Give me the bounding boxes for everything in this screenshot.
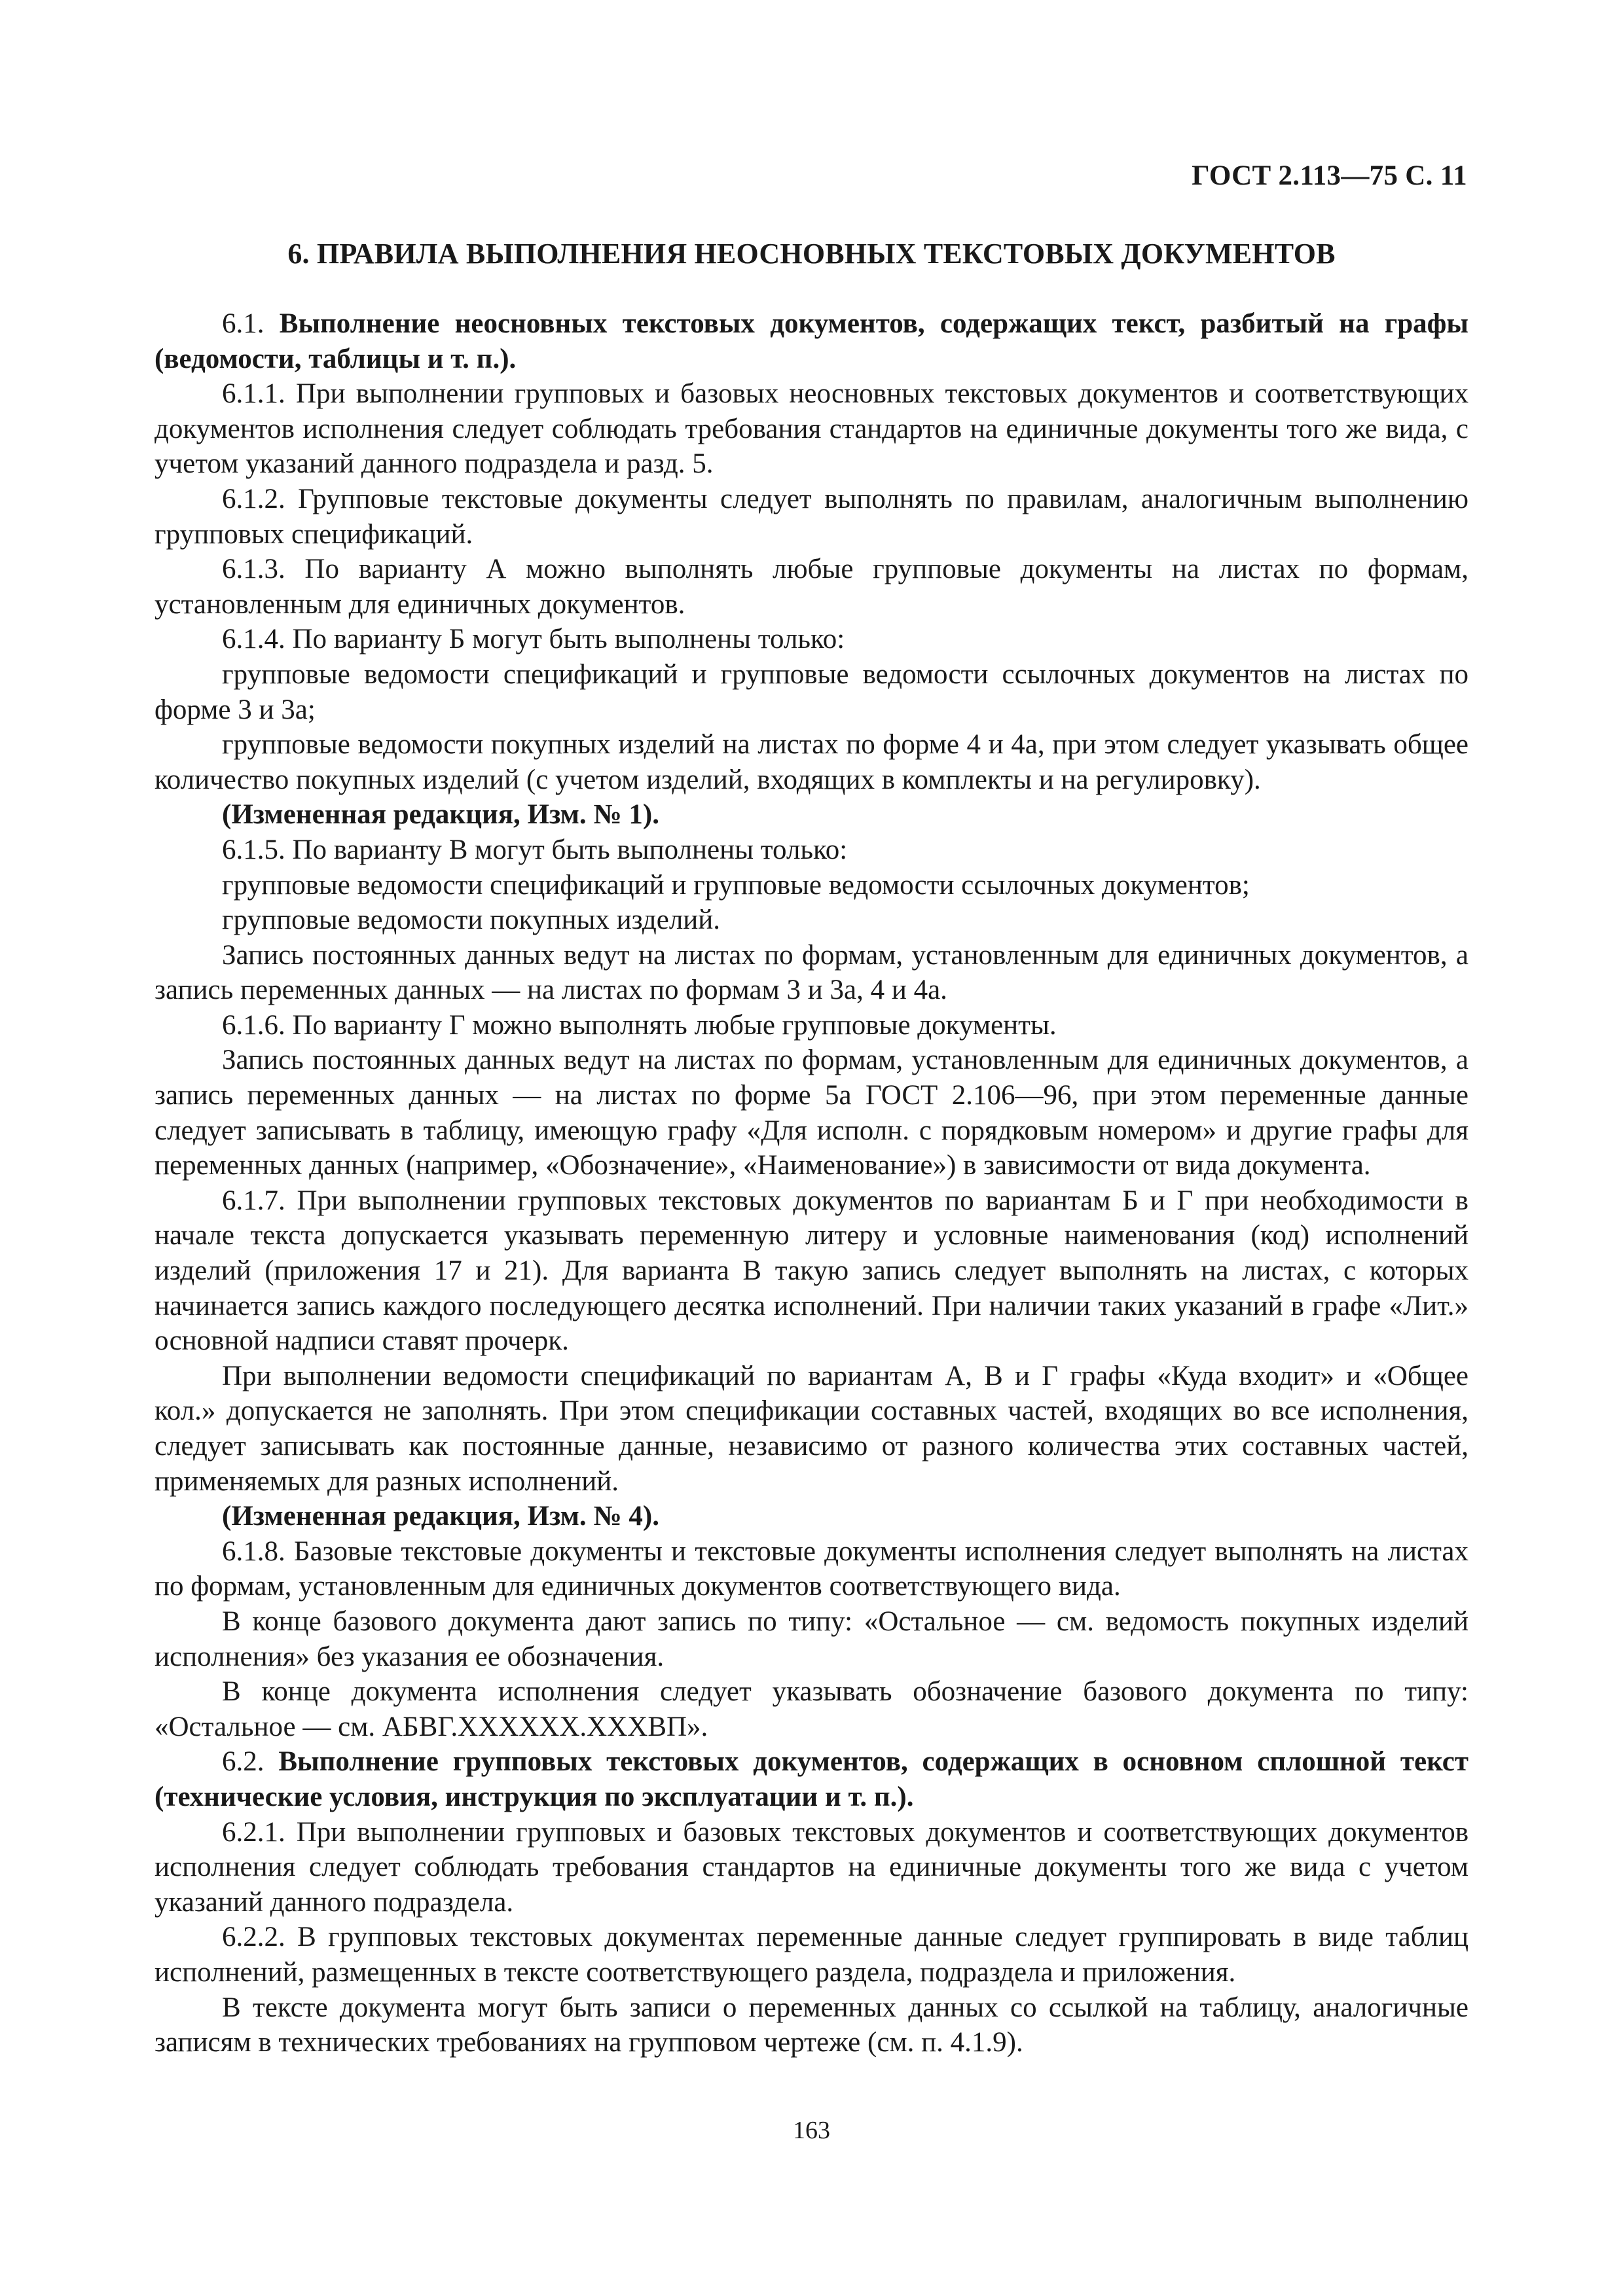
- paragraph-6-1-1: 6.1.1. При выполнении групповых и базовых неосновных текстовых документов и соответствующих документов исполнения следует соблюдать требования стандартов на единичные документы того же вида, с учетом указаний данного подраздела и разд. 5.: [155, 378, 1468, 480]
- paragraph: При выполнении ведомости спецификаций по вариантам А, В и Г графы «Куда входит» и «Общее кол.» допускается не заполнять. При этом спецификации составных частей, входящих во все исполнения, следует записывать как постоянные данные, независимо от разного количества этих составных частей, применяемых для разных исполнений.: [155, 1360, 1468, 1497]
- paragraph-list-item: групповые ведомости покупных изделий.: [222, 905, 721, 936]
- amendment-note: [155, 797, 1468, 833]
- paragraph-6-1-5: 6.1.5. По варианту В могут быть выполнены только:: [222, 834, 848, 865]
- paragraph-6-1-7: 6.1.7. При выполнении групповых текстовых документов по вариантам Б и Г при необходимости в начале текста допускается указывать переменную литеру и условные наименования (код) исполнений изделий (приложения 17 и 21). Для варианта В такую запись следует выполнять на листах, с которых начинается запись каждого последующего десятка исполнений. При наличии таких указаний в графе «Лит.» основной надписи ставят прочерк.: [155, 1185, 1468, 1357]
- amendment-note: [155, 1499, 1468, 1534]
- paragraph-6-2-2: 6.2.2. В групповых текстовых документах переменные данные следует группировать в виде таблиц исполнений, размещенных в тексте соответствующего раздела, подраздела и приложения.: [155, 1922, 1468, 1988]
- paragraph-6-1-8: 6.1.8. Базовые текстовые документы и текстовые документы исполнения следует выполнять на листах по формам, установленным для единичных документов соответствующего вида.: [155, 1535, 1468, 1602]
- section-title: 6. ПРАВИЛА ВЫПОЛНЕНИЯ НЕОСНОВНЫХ ТЕКСТОВЫХ ДОКУМЕНТОВ: [287, 238, 1336, 270]
- paragraph-6-1-3: 6.1.3. По варианту А можно выполнять любые групповые документы на листах по формам, установленным для единичных документов.: [155, 554, 1468, 620]
- paragraph-number: 6.2.: [222, 1746, 279, 1778]
- paragraph-6-2-1: 6.2.1. При выполнении групповых и базовых текстовых документов и соответствующих документов исполнения следует соблюдать требования стандартов на единичные документы того же вида с учетом указаний данного подраздела.: [155, 1816, 1468, 1918]
- paragraph-heading: Выполнение неосновных текстовых документов, содержащих текст, разбитый на графы (ведомости, таблицы и т. п.).: [155, 308, 1469, 374]
- paragraph: Запись постоянных данных ведут на листах по формам, установленным для единичных документов, а запись переменных данных — на листах по форме 5а ГОСТ 2.106—96, при этом переменные данные следует записывать в таблицу, имеющую графу «Для исполн. с порядковым номером» и другие графы для переменных данных (например, «Обозначение», «Наименование») в зависимости от вида документа.: [155, 1045, 1468, 1181]
- amendment-note-text: (Измененная редакция, Изм. № 4).: [222, 1501, 659, 1532]
- paragraph-6-2: [155, 1744, 1468, 1814]
- paragraph-number: 6.1.: [222, 308, 280, 339]
- paragraph: В конце документа исполнения следует указывать обозначение базового документа по типу: «Остальное — см. АБВГ.XXXXXX.XXXВП».: [155, 1676, 1468, 1742]
- document-reference-header: ГОСТ 2.113—75 С. 11: [1192, 160, 1467, 191]
- paragraph: Запись постоянных данных ведут на листах по формам, установленным для единичных документов, а запись переменных данных — на листах по формам 3 и 3а, 4 и 4а.: [155, 939, 1468, 1006]
- paragraph-6-1: [155, 306, 1468, 376]
- paragraph-6-1-2: 6.1.2. Групповые текстовые документы следует выполнять по правилам, аналогичным выполнению групповых спецификаций.: [155, 483, 1468, 550]
- paragraph: В тексте документа могут быть записи о переменных данных со ссылкой на таблицу, аналогичные записям в технических требованиях на групповом чертеже (см. п. 4.1.9).: [155, 1992, 1468, 2058]
- paragraph-6-1-4: 6.1.4. По варианту Б могут быть выполнены только:: [222, 624, 845, 655]
- paragraph-list-item: групповые ведомости спецификаций и групповые ведомости ссылочных документов на листах по форме 3 и 3а;: [155, 658, 1468, 725]
- page-number: 163: [793, 2117, 830, 2144]
- body-text: [155, 306, 1468, 2060]
- paragraph-heading: Выполнение групповых текстовых документов, содержащих в основном сплошной текст (технические условия, инструкция по эксплуатации и т. п.).: [155, 1746, 1469, 1812]
- paragraph-list-item: групповые ведомости спецификаций и групповые ведомости ссылочных документов;: [222, 869, 1250, 901]
- paragraph-list-item: групповые ведомости покупных изделий на листах по форме 4 и 4а, при этом следует указывать общее количество покупных изделий (с учетом изделий, входящих в комплекты и на регулировку).: [155, 729, 1468, 795]
- paragraph-6-1-6: 6.1.6. По варианту Г можно выполнять любые групповые документы.: [222, 1009, 1057, 1041]
- paragraph: В конце базового документа дают запись по типу: «Остальное — см. ведомость покупных изделий исполнения» без указания ее обозначения.: [155, 1605, 1468, 1672]
- amendment-note-text: (Измененная редакция, Изм. № 1).: [222, 799, 659, 831]
